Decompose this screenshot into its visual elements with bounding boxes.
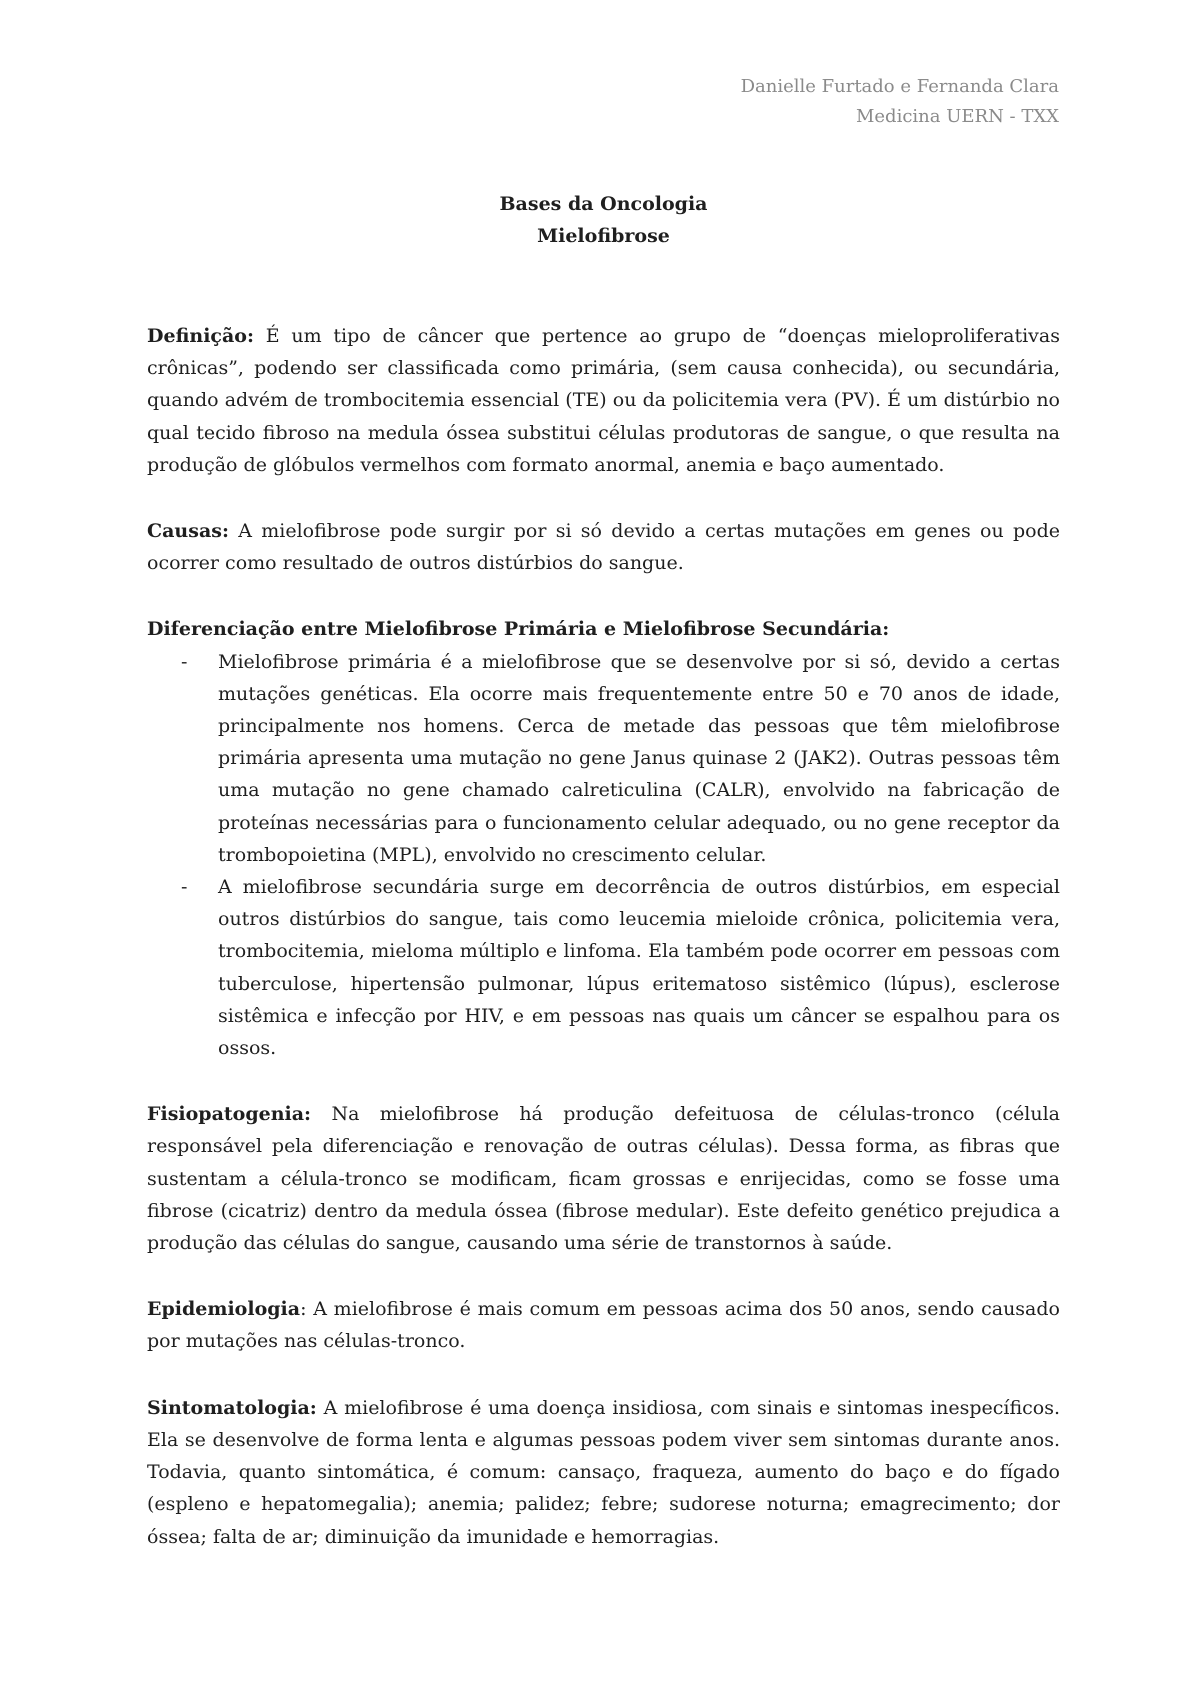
list-bullet: - bbox=[181, 650, 188, 673]
diferenciacao-list bbox=[147, 646, 1060, 1065]
title-line-2: Mielofibrose bbox=[537, 225, 670, 247]
definicao-label: Definição: bbox=[147, 325, 254, 347]
causas-label: Causas: bbox=[147, 520, 229, 543]
causas-paragraph bbox=[147, 515, 1060, 579]
list-item bbox=[181, 871, 1060, 1064]
section-epidemiologia bbox=[147, 1293, 1060, 1357]
section-sintomatologia bbox=[147, 1392, 1060, 1553]
list-bullet: - bbox=[181, 876, 188, 899]
header-course: Medicina UERN - TXX bbox=[855, 106, 1059, 127]
page-header bbox=[147, 72, 1059, 132]
list-item bbox=[181, 646, 1060, 871]
epidemiologia-text: : A mielofibrose é mais comum em pessoas acima dos 50 anos, sendo causado por mutações nas células-tronco. bbox=[147, 1298, 1060, 1353]
title-line-1: Bases da Oncologia bbox=[499, 193, 708, 215]
sintomatologia-paragraph bbox=[147, 1392, 1060, 1553]
fisiopatogenia-text: Na mielofibrose há produção defeituosa de células-tronco (célula responsável pela diferenciação e renovação de outras células). Dessa forma, as fibras que sustentam a célula-tronco se modificam, ficam grossas e enrijecidas, como se fosse uma fibrose (cicatriz) dentro da medula óssea (fibrose medular). Este defeito genético prejudica a produção das células do sangue, causando uma série de transtornos à saúde. bbox=[147, 1103, 1060, 1255]
document-title bbox=[147, 188, 1060, 252]
epidemiologia-paragraph bbox=[147, 1293, 1060, 1357]
section-fisiopatogenia bbox=[147, 1098, 1060, 1259]
epidemiologia-label: Epidemiologia bbox=[147, 1298, 301, 1321]
sintomatologia-text: A mielofibrose é uma doença insidiosa, com sinais e sintomas inespecíficos. Ela se desenvolve de forma lenta e algumas pessoas podem viver sem sintomas durante anos. Todavia, quanto sintomática, é comum: cansaço, fraqueza, aumento do baço e do fígado (espleno e hepatomegalia); anemia; palidez; febre; sudorese noturna; emagrecimento; dor óssea; falta de ar; diminuição da imunidade e hemorragias. bbox=[147, 1396, 1060, 1548]
causas-text: A mielofibrose pode surgir por si só devido a certas mutações em genes ou pode ocorrer como resultado de outros distúrbios do sangue. bbox=[147, 520, 1060, 575]
section-diferenciacao bbox=[147, 613, 1060, 1064]
definicao-text: É um tipo de câncer que pertence ao grupo de “doenças mieloproliferativas crônicas”, podendo ser classificada como primária, (sem causa conhecida), ou secundária, quando advém de trombocitemia essencial (TE) ou da policitemia vera (PV). É um distúrbio no qual tecido fibroso na medula óssea substitui células produtoras de sangue, o que resulta na produção de glóbulos vermelhos com formato anormal, anemia e baço aumentado. bbox=[147, 325, 1060, 476]
diferenciacao-heading: Diferenciação entre Mielofibrose Primária e Mielofibrose Secundária: bbox=[147, 618, 890, 641]
header-authors: Danielle Furtado e Fernanda Clara bbox=[740, 76, 1059, 97]
definicao-paragraph bbox=[147, 320, 1060, 481]
fisiopatogenia-paragraph bbox=[147, 1098, 1060, 1259]
fisiopatogenia-label: Fisiopatogenia: bbox=[147, 1103, 312, 1126]
list-item-text: A mielofibrose secundária surge em decorrência de outros distúrbios, em especial outros distúrbios do sangue, tais como leucemia mieloide crônica, policitemia vera, trombocitemia, mieloma múltiplo e linfoma. Ela também pode ocorrer em pessoas com tuberculose, hipertensão pulmonar, lúpus eritematoso sistêmico (lúpus), esclerose sistêmica e infecção por HIV, e em pessoas nas quais um câncer se espalhou para os ossos. bbox=[218, 876, 1060, 1060]
sintomatologia-label: Sintomatologia: bbox=[147, 1396, 317, 1419]
section-causas bbox=[147, 515, 1060, 579]
section-definicao bbox=[147, 320, 1060, 481]
list-item-text: Mielofibrose primária é a mielofibrose que se desenvolve por si só, devido a certas mutações genéticas. Ela ocorre mais frequentemente entre 50 e 70 anos de idade, principalmente nos homens. Cerca de metade das pessoas que têm mielofibrose primária apresenta uma mutação no gene Janus quinase 2 (JAK2). Outras pessoas têm uma mutação no gene chamado calreticulina (CALR), envolvido na fabricação de proteínas necessárias para o funcionamento celular adequado, ou no gene receptor da trombopoietina (MPL), envolvido no crescimento celular. bbox=[218, 650, 1060, 866]
